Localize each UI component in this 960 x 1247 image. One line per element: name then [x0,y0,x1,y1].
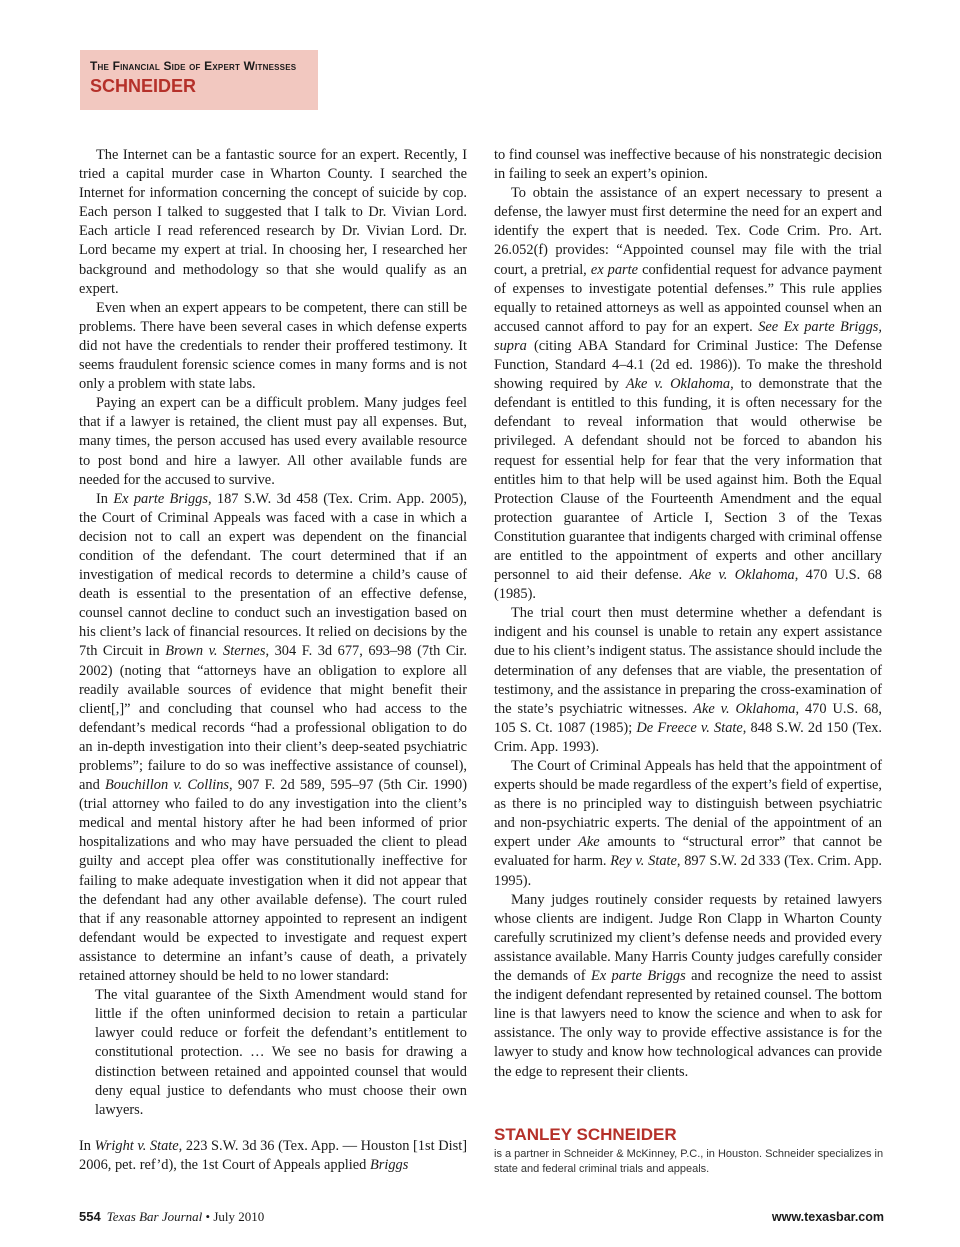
paragraph: In Ex parte Briggs, 187 S.W. 3d 458 (Tex. Crim. App. 2005), the Court of Criminal Appeals was faced with a case in which a decision not to call an expert was dependent on the financial condition of the defendant. The court determined that if an investigation of medical records to determine a child’s cause of death is essential to the presentation of an effective defense, counsel cannot decline to conduct such an investigation based on his client’s lack of financial resources. It relied on decisions by the 7th Circuit in Brown v. Sternes, 304 F. 3d 677, 693–98 (7th Cir. 2002) (noting that “attorneys have an obligation to explore all readily available sources of evidence that might benefit their client[,]” and concluding that counsel who had access to the defendant’s medical records “had a professional obligation to do an in-depth investigation into their client’s deep-seated psychiatric problems”; failure to do so was ineffective assistance of counsel), and Bouchillon v. Collins, 907 F. 2d 589, 595–97 (5th Cir. 1990) (trial attorney who failed to do any investigation into the client’s medical and mental history after he had been informed of prior hospitalizations and who may have persuaded the client to plead guilty and accept plea offer was constitutionally ineffective for failing to make adequate investigation when it did not appear that the defendant had any other available defense). The court ruled that if any reasonable attorney appointed to represent an indigent defendant would be expected to investigate and request expert assistance to determine an infant’s cause of death, a privately retained attorney should be held to no lower standard: [79,490,468,985]
paragraph: The trial court then must determine whether a defendant is indigent and his counsel is unable to retain any expert assistance due to his client’s indigent status. The assistance should include the determination of any defenses that are viable, the presentation of testimony, and the assistance in preparing the cross-examination of the state’s psychiatric witnesses. Ake v. Oklahoma, 470 U.S. 68, 105 S. Ct. 1087 (1985); De Freece v. State, 848 S.W. 2d 150 (Tex. Crim. App. 1993). [494,605,883,755]
paragraph: to find counsel was ineffective because of his nonstrategic decision in failing to seek an expert’s opinion. [494,147,882,183]
footer-left [79,1207,264,1227]
paragraph: To obtain the assistance of an expert necessary to present a defense, the lawyer must first determine the need for an expert and identify the expert that is needed. Tex. Code Crim. Pro. Art. 26.052(f) provides: “Appointed counsel may file with the trial court, a pretrial, ex parte confidential request for advance payment of expenses to investigate potential defenses.” This rule applies equally to retained attorneys as well as appointed counsel when an accused cannot afford to pay for an expert. See Ex parte Briggs, supra (citing ABA Standard for Criminal Justice: The Defense Function, Standard 4–4.1 (2d ed. 1986)). To make the threshold showing required by Ake v. Oklahoma, to demonstrate that the defendant is entitled to this funding, it is often necessary for the defendant to reveal information that would otherwise be privileged. A defendant should not be forced to abandon his request for essential help for fear that the very information that entitles him to that help will be used against him. Both the Equal Protection Clause of the Fourteenth Amendment and the equal protection guarantee of Article I, Section 3 of the Texas Constitution guarantee that indigents charged with criminal offense are entitled to the appointment of experts and other ancillary personnel to aid their defense. Ake v. Oklahoma, 470 U.S. 68 (1985). [494,185,883,603]
paragraph: Many judges routinely consider requests by retained lawyers whose clients are indigent. Judge Ron Clapp in Wharton County carefully scrutinized my client’s defense needs and provided every assistance available. Many Harris County judges carefully consider the demands of Ex parte Briggs and recognize the need to assist the indigent defendant represented by retained counsel. The bottom line is that lawyers need to know the science and when to ask for assistance. The only way to provide effective assistance is for the lawyer to study and know how technological advances can provide the edge to represent their clients. [494,891,882,1080]
paragraph: Paying an expert can be a difficult problem. Many judges feel that if a lawyer is retained, the client must pay all expenses. But, many times, the person accused has used every available resource to post bond and hire a lawyer. All other available funds are needed for the accused to survive. [79,395,467,488]
right-column [494,146,882,1082]
paragraph: The Court of Criminal Appeals has held that the appointment of experts should be made regardless of the expert’s field of expertise, as there is no principled way to distinguish between psychiatric and non-psychiatric experts. The denial of the appointment of an expert under Ake amounts to “structural error” that cannot be evaluated for harm. Rey v. State, 897 S.W. 2d 333 (Tex. Crim. App. 1995). [494,758,883,889]
left-column [79,146,467,1175]
paragraph: The Internet can be a fantastic source for an expert. Recently, I tried a capital murder case in Wharton County. I searched the Internet for information concerning the concept of suicide by cop. Each person I talked to suggested that I talk to Dr. Vivian Lord. Each article I read referenced research by Dr. Vivian Lord. Dr. Lord became my expert at trial. In choosing her, I researched her background and methodology so that she would qualify as an expert. [79,147,467,297]
page-footer [79,1207,884,1227]
author-bio [494,1124,884,1177]
page-number: 554 [79,1209,101,1224]
section-kicker: The Financial Side of Expert Witnesses [90,59,297,73]
paragraph: In Wright v. State, 223 S.W. 3d 36 (Tex. App. — Houston [1st Dist] 2006, pet. ref’d), the 1st Court of Appeals applied Briggs [79,1137,467,1173]
website-link[interactable]: www.texasbar.com [771,1210,884,1224]
journal-name: Texas Bar Journal [106,1209,203,1224]
footer-separator: • [205,1209,211,1224]
paragraph: Even when an expert appears to be competent, there can still be problems. There have been several cases in which defense experts did not have the credentials to render their proffered testimony. It seems fraudulent forensic science comes in many forms and is not only a problem with state labs. [79,299,467,393]
issue-date: July 2010 [213,1209,265,1224]
block-quote: The vital guarantee of the Sixth Amendment would stand for little if the often uninformed decision to retain a particular lawyer could reduce or forfeit the defendant’s entitlement to constitutional protection. … We see no basis for drawing a distinction between retained and appointed counsel that would deny equal justice to defendants who must choose their own lawyers. [95,987,467,1118]
bio-text: is a partner in Schneider & McKinney, P.C., in Houston. Schneider specializes in state and federal criminal trials and appeals. [494,1148,884,1175]
section-author: SCHNEIDER [90,76,197,96]
section-header-box [80,50,318,110]
bio-name: STANLEY SCHNEIDER [494,1125,677,1144]
